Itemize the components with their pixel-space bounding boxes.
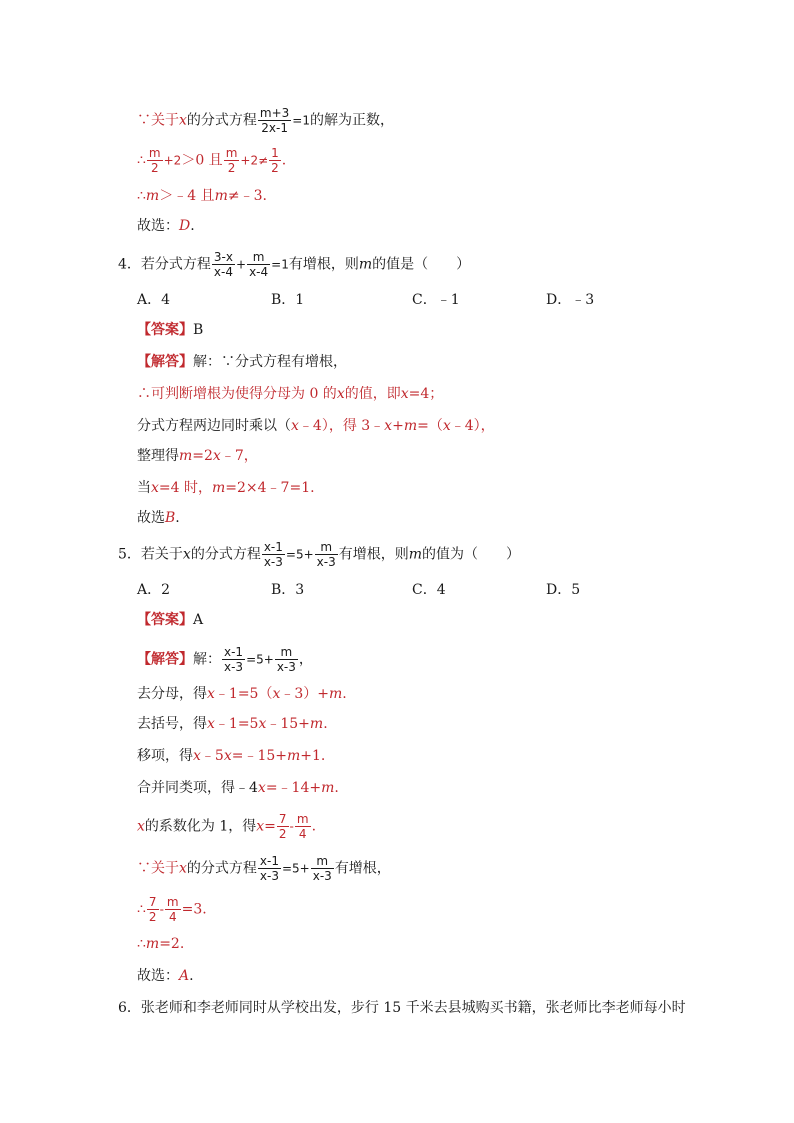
numerator: m [225, 146, 238, 160]
var-m: m [287, 748, 301, 764]
q4-solution-line-3 [137, 416, 495, 436]
var-m: m [309, 716, 324, 732]
text: ﹣1=5 [214, 716, 259, 732]
numerator: x-1 [263, 540, 283, 554]
text: +1. [300, 748, 326, 764]
var-x: x [212, 448, 221, 464]
var-m: m [179, 448, 193, 464]
var-x: x [193, 748, 201, 764]
answer-value: A [193, 612, 204, 628]
denominator: 4 [168, 910, 177, 924]
var-x: x [336, 386, 345, 402]
text: . [190, 218, 195, 234]
question-4-answer [137, 320, 203, 340]
answer-letter: A [179, 968, 190, 984]
fraction [258, 854, 281, 883]
q5-solution-line-9 [137, 934, 184, 954]
q5-solution-line-8 [137, 895, 207, 924]
denominator: 2 [271, 161, 279, 175]
fraction [222, 645, 245, 674]
q5-solution-line-4 [137, 746, 325, 766]
var-x: x [272, 686, 281, 702]
option-d: D．5 [546, 582, 581, 598]
fraction [311, 854, 334, 883]
fraction [262, 540, 285, 569]
numerator: m [296, 812, 309, 826]
var-x: x [223, 748, 232, 764]
answer-letter: D [179, 218, 191, 234]
option-c: C．4 [412, 582, 446, 598]
text: - [159, 902, 164, 917]
solution-tag: 【解答】 [137, 354, 193, 370]
text: +2 [163, 153, 182, 168]
text: 的分式方程 [186, 112, 257, 129]
text: =1 [292, 113, 310, 128]
var-x: x [207, 686, 215, 702]
q5-solution-line-6 [137, 812, 316, 841]
text: ∴ [137, 901, 146, 918]
text: ﹣1=5（ [214, 686, 273, 702]
text: 的系数化为 1，得 [144, 818, 257, 835]
var-x: x [179, 860, 187, 877]
text: ﹣7， [220, 448, 258, 464]
var-x: x [442, 418, 451, 434]
text: + [236, 257, 247, 272]
text: . [311, 818, 317, 835]
text: +2≠ [240, 153, 269, 168]
q5-solution-line-3 [137, 714, 328, 734]
text: . [175, 510, 180, 526]
var-m: m [408, 546, 423, 563]
text: 的值，即 [344, 386, 401, 402]
prev-line-3 [137, 186, 267, 206]
fraction [165, 895, 181, 924]
answer-value: B [193, 322, 204, 338]
text: 分式方程两边同时乘以（ [137, 418, 291, 434]
fraction [147, 895, 159, 924]
numerator: m [315, 540, 338, 555]
text: ∵关于 [137, 112, 179, 129]
denominator: 2 [150, 161, 159, 175]
question-4-options [137, 290, 657, 310]
fraction [247, 250, 270, 279]
solution-tag: 【解答】 [137, 651, 193, 668]
text: =﹣15+ [231, 748, 288, 764]
text: ﹣5 [200, 748, 224, 764]
text: . [342, 686, 347, 702]
text: ∵关于 [137, 860, 179, 877]
q4-solution-line-5 [137, 478, 315, 498]
fraction [212, 250, 235, 279]
q4-solution-line-6 [137, 508, 180, 528]
fraction [269, 146, 281, 175]
prev-line-2 [137, 146, 286, 175]
text: 移项，得 [137, 748, 193, 764]
numerator: m [166, 895, 179, 909]
var-m: m [145, 936, 160, 952]
var-x: x [182, 546, 191, 563]
denominator: 2x-1 [261, 121, 288, 135]
text: ﹣4），得 3﹣ [298, 418, 385, 434]
text: 解：∵分式方程有增根， [193, 354, 347, 370]
option-b: B．1 [271, 292, 305, 308]
denominator: x-4 [249, 265, 269, 279]
answer-tag: 【答案】 [137, 322, 193, 338]
text: ∴可判断增根为使得分母为 0 的 [137, 386, 337, 402]
denominator: x-3 [312, 869, 332, 883]
q5-solution-line-7 [137, 854, 391, 883]
answer-tag: 【答案】 [137, 612, 193, 628]
q5-solution-line-5 [137, 778, 339, 798]
text: ﹣3）+ [280, 686, 329, 702]
var-x: x [291, 418, 299, 434]
numerator: m [148, 146, 161, 160]
var-x: x [137, 818, 145, 835]
fraction [258, 106, 291, 135]
text: 故选： [137, 968, 179, 984]
text: ∴ [137, 152, 146, 169]
text: 整理得 [137, 448, 179, 464]
option-b: B．3 [271, 582, 305, 598]
denominator: x-3 [259, 869, 279, 883]
var-x: x [179, 112, 187, 129]
text: 的值是（ ） [372, 256, 471, 273]
question-5-stem [118, 540, 520, 569]
text: ＞﹣4 且 [159, 188, 215, 204]
var-m: m [358, 256, 373, 273]
var-m: m [212, 480, 226, 496]
denominator: 4 [298, 827, 307, 841]
text: =3. [181, 901, 207, 918]
var-m: m [214, 188, 228, 204]
var-m: m [403, 418, 418, 434]
text: 的解为正数， [310, 112, 394, 129]
var-m: m [321, 780, 335, 796]
text: =1 [271, 257, 289, 272]
text: ≠﹣3. [227, 188, 267, 204]
denominator: x-3 [224, 660, 244, 674]
text: =（ [417, 418, 443, 434]
option-a: A．2 [137, 582, 171, 598]
prev-line-1 [137, 106, 394, 135]
text: - [289, 819, 294, 834]
denominator: 2 [227, 161, 236, 175]
text: 6．张老师和李老师同时从学校出发，步行 15 千米去县城购买书籍，张老师比李老师每小时 [118, 1000, 686, 1016]
text: =2×4﹣7=1. [225, 480, 315, 496]
option-d: D．﹣3 [546, 292, 595, 308]
var-m: m [329, 686, 343, 702]
text: =2 [192, 448, 213, 464]
text: . [281, 152, 287, 169]
var-x: x [400, 386, 409, 402]
prev-line-4 [137, 216, 195, 236]
text: 的分式方程 [190, 546, 261, 563]
option-c: C．﹣1 [412, 292, 460, 308]
text: =5+ [246, 652, 274, 667]
text: . [323, 716, 328, 732]
text: 的值为（ ） [422, 546, 521, 563]
var-x: x [258, 716, 267, 732]
denominator: x-3 [316, 555, 336, 569]
text: 故选 [137, 510, 165, 526]
fraction [295, 812, 311, 841]
text: . [334, 780, 339, 796]
fraction [315, 540, 338, 569]
numerator: m [311, 854, 334, 869]
text: =4； [408, 386, 444, 402]
var-x: x [384, 418, 393, 434]
text: =5+ [281, 861, 310, 876]
var-m: m [145, 188, 160, 204]
answer-letter: B [165, 510, 176, 526]
text: 4．若分式方程 [118, 256, 211, 273]
text: ﹣4）， [450, 418, 495, 434]
text: = [264, 818, 276, 835]
text: 有增根，则 [288, 256, 359, 273]
option-a: A．4 [137, 292, 171, 308]
text: ＞0 且 [181, 152, 223, 169]
numerator: m [247, 250, 270, 265]
text: =2. [159, 936, 185, 952]
fraction [224, 146, 240, 175]
numerator: x-1 [224, 645, 244, 659]
numerator: 7 [148, 895, 157, 909]
text: ∴ [137, 188, 146, 204]
text: =4 时， [158, 480, 212, 496]
text: ﹣15+ [266, 716, 310, 732]
numerator: m+3 [259, 106, 290, 120]
text: 有增根，则 [338, 546, 409, 563]
text: 去括号，得 [137, 716, 207, 732]
text: ∴ [137, 936, 146, 952]
denominator: 2 [148, 910, 157, 924]
numerator: x-1 [259, 854, 279, 868]
text: 5．若关于 [118, 546, 183, 563]
text: + [392, 418, 404, 434]
q5-solution-line-1 [137, 645, 313, 674]
question-4-stem [118, 250, 470, 279]
denominator: 2 [278, 827, 287, 841]
q4-solution-line-1 [137, 352, 347, 372]
fraction [277, 812, 289, 841]
q5-solution-line-10 [137, 966, 194, 986]
text: 的分式方程 [186, 860, 257, 877]
text: =5+ [285, 547, 314, 562]
q4-solution-line-2 [137, 384, 443, 404]
text: 去分母，得 [137, 686, 207, 702]
question-5-answer [137, 610, 203, 630]
numerator: 3-x [213, 250, 233, 264]
var-x: x [257, 780, 266, 796]
var-x: x [207, 716, 215, 732]
numerator: 1 [271, 146, 279, 160]
question-5-options [137, 580, 657, 600]
text: 有增根， [334, 860, 391, 877]
numerator: 7 [278, 812, 287, 826]
text: 解： [193, 651, 221, 668]
text: . [189, 968, 194, 984]
fraction [275, 645, 298, 674]
question-6-stem [118, 998, 686, 1018]
q5-solution-line-2 [137, 684, 347, 704]
text: ， [298, 651, 313, 668]
denominator: x-3 [263, 555, 283, 569]
q4-solution-line-4 [137, 446, 258, 466]
text: 合并同类项，得﹣4 [137, 780, 258, 796]
text: 当 [137, 480, 151, 496]
text: =﹣14+ [265, 780, 322, 796]
numerator: m [275, 645, 298, 660]
text: 故选： [137, 218, 179, 234]
denominator: x-3 [276, 660, 296, 674]
denominator: x-4 [213, 265, 233, 279]
var-x: x [256, 818, 265, 835]
fraction [147, 146, 163, 175]
var-x: x [151, 480, 159, 496]
